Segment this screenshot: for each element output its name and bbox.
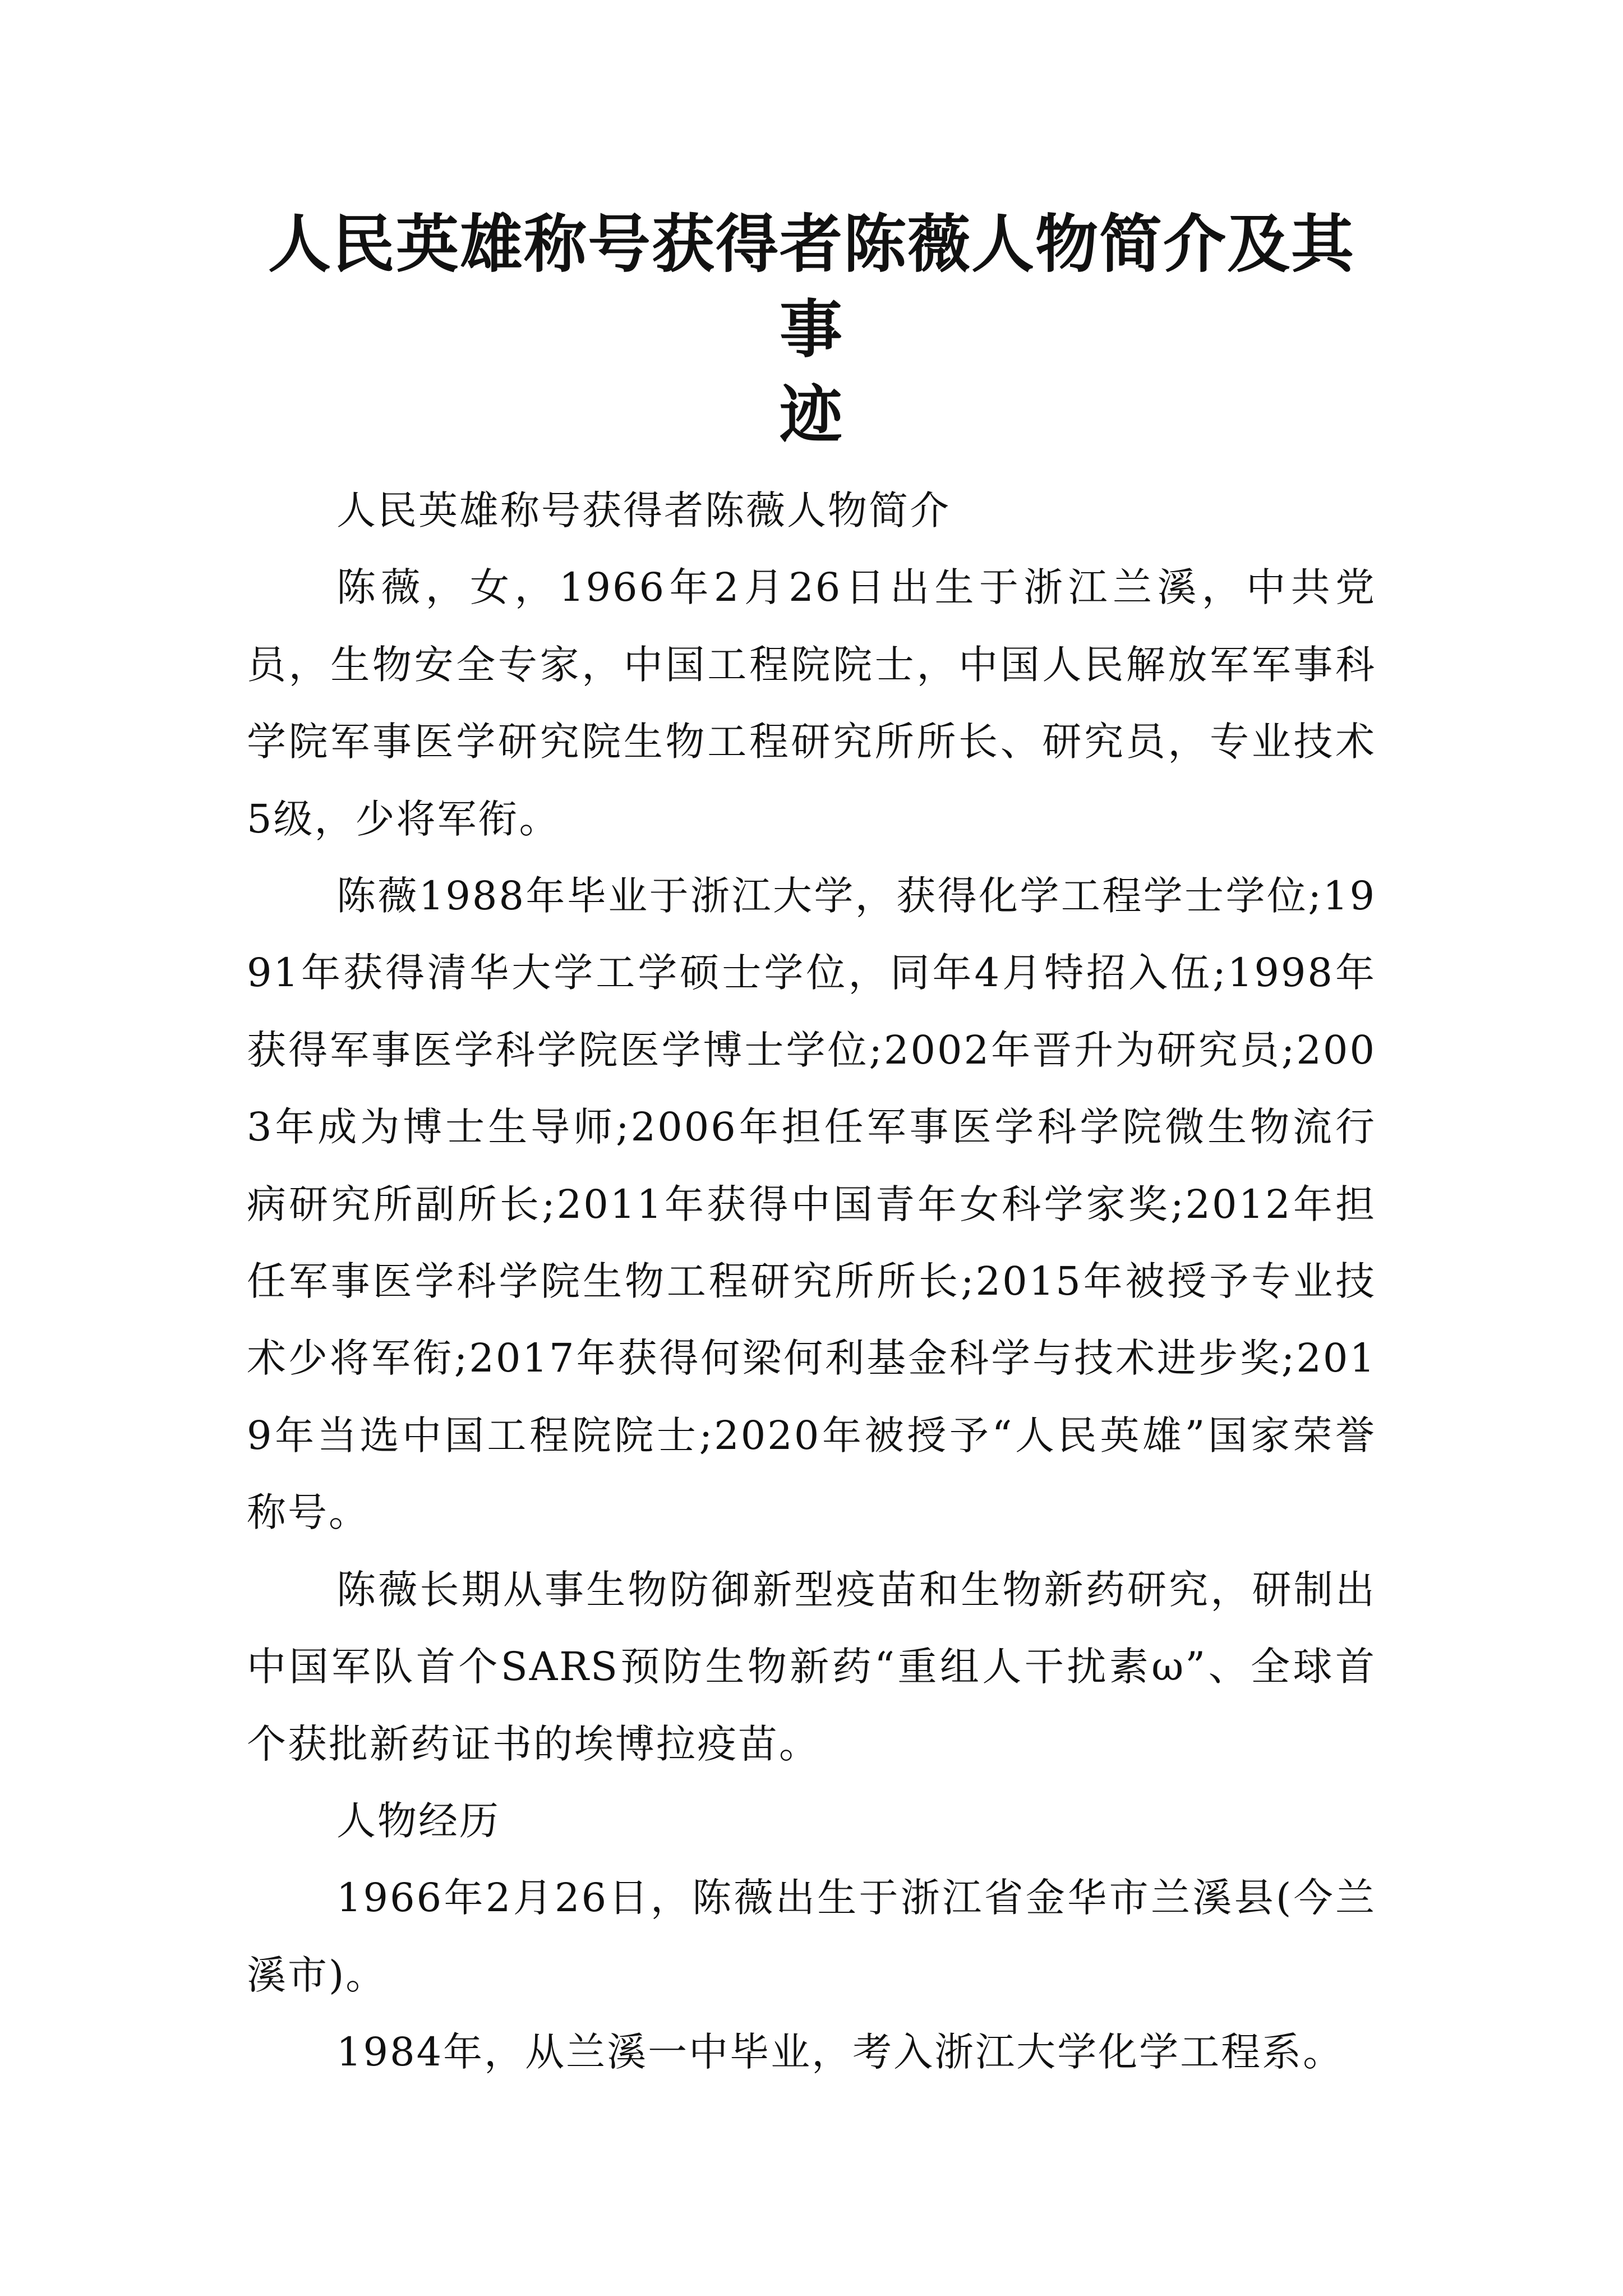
paragraph-intro: 陈薇，女，1966年2月26日出生于浙江兰溪，中共党员，生物安全专家，中国工程院院士，中国人民解放军军事科学院军事医学研究院生物工程研究所所长、研究员，专业技术5级，少将军衔。 (247, 564, 1376, 842)
title-line-2: 迹 (780, 379, 843, 452)
paragraph-birth: 1966年2月26日，陈薇出生于浙江省金华市兰溪县(今兰溪市)。 (247, 1875, 1376, 1998)
paragraph-1984: 1984年，从兰溪一中毕业，考入浙江大学化学工程系。 (336, 2029, 1344, 2076)
paragraph-research: 陈薇长期从事生物防御新型疫苗和生物新药研究，研制出中国军队首个SARS预防生物新药“重组人干扰素ω”、全球首个获批新药证书的埃博拉疫苗。 (247, 1566, 1376, 1767)
section-heading-experience: 人物经历 (336, 1797, 500, 1844)
document-title (247, 202, 1376, 458)
paragraph-career: 陈薇1988年毕业于浙江大学，获得化学工程学士学位;1991年获得清华大学工学硕士学位，同年4月特招入伍;1998年获得军事医学科学院医学博士学位;2002年晋升为研究员;2003年成为博士生导师;2006年担任军事医学科学院微生物流行病研究所副所长;2011年获得中国青年女科学家奖;2012年担任军事医学科学院生物工程研究所所长;2015年被授予专业技术少将军衔;2017年获得何梁何利基金科学与技术进步奖;2019年当选中国工程院院士;2020年被授予“人民英雄”国家荣誉称号。 (247, 873, 1376, 1536)
title-line-1: 人民英雄称号获得者陈薇人物简介及其事 (268, 208, 1355, 366)
document-body (247, 472, 1376, 2091)
section-heading-profile: 人民英雄称号获得者陈薇人物简介 (336, 487, 951, 533)
